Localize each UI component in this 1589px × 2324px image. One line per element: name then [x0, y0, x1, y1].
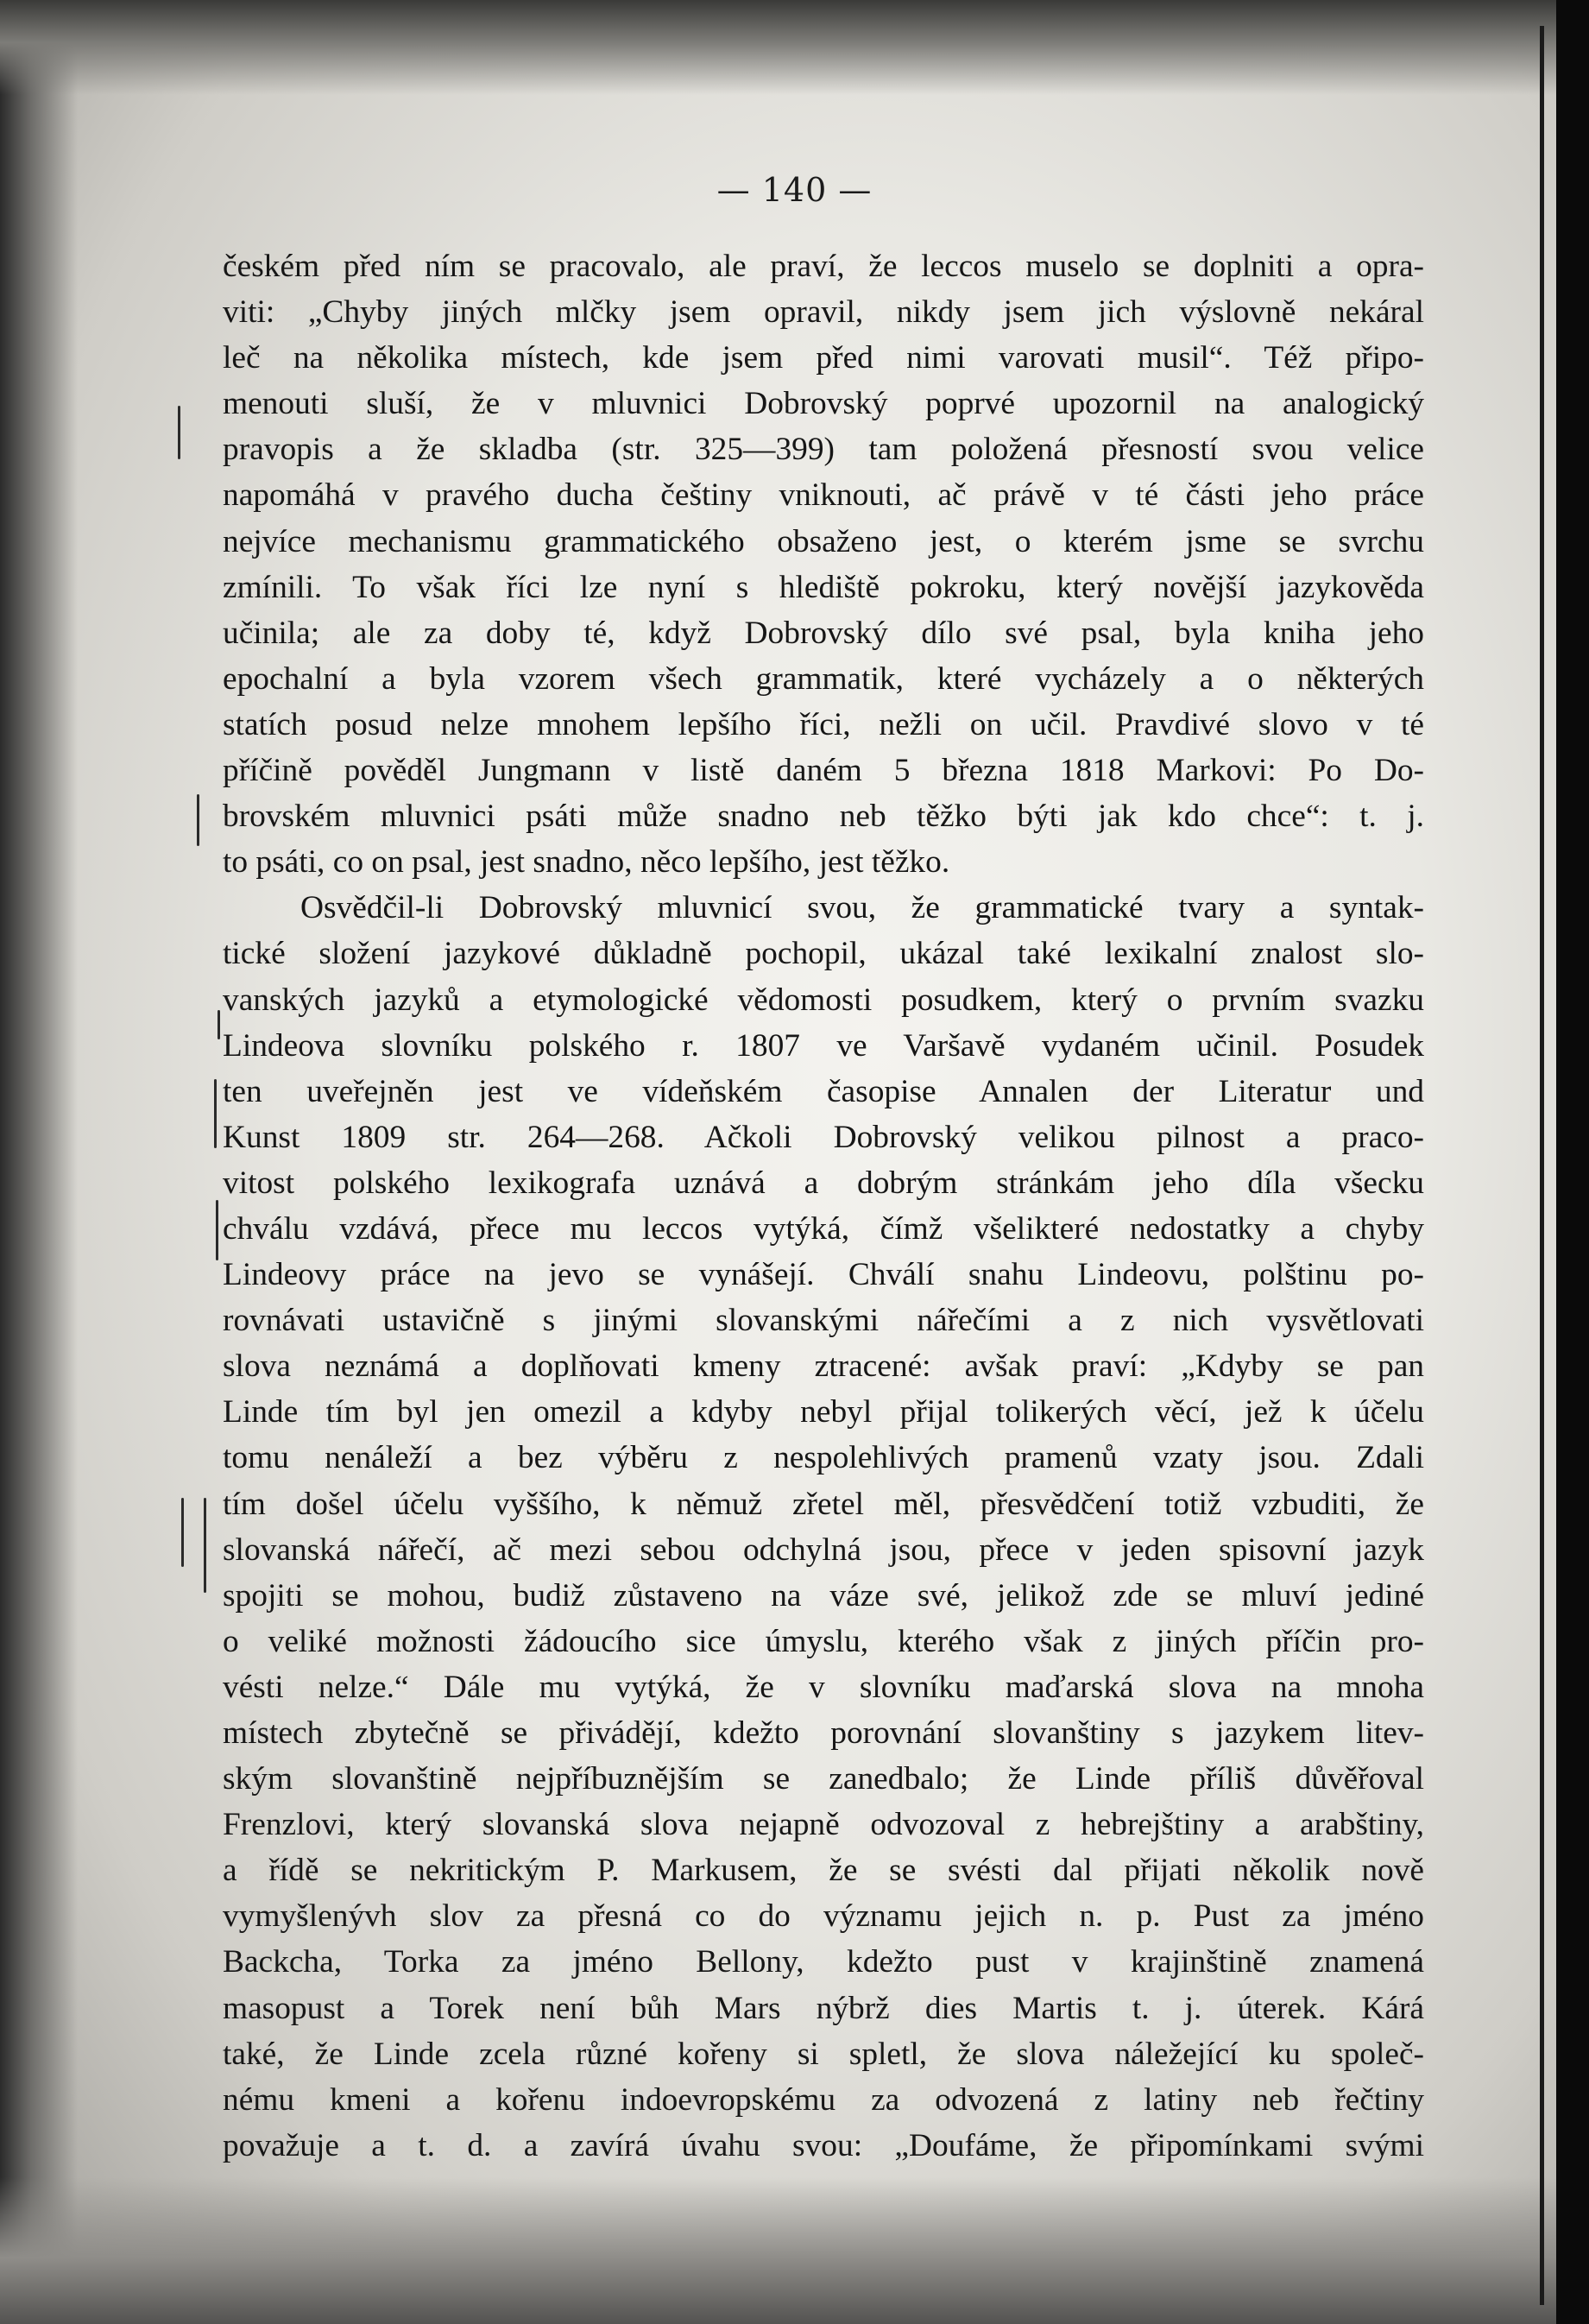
text-line: brovském mluvnici psáti může snadno neb těžko býti jak kdo chce“: t. j. — [223, 799, 1424, 835]
text-line: statích posud nelze mnohem lepšího říci, nežli on učil. Pravdivé slovo v té — [223, 706, 1424, 742]
text-line: napomáhá v pravého ducha češtiny vniknouti, ač právě v té části jeho práce — [223, 477, 1424, 514]
text-line: místech zbytečně se přivádějí, kdežto porovnání slovanštiny s jazykem litev- — [223, 1715, 1424, 1751]
scan-shadow-top — [0, 0, 1589, 95]
text-line: nému kmeni a kořenu indoevropskému za odvozená z latiny neb řečtiny — [223, 2081, 1424, 2118]
margin-pencil-mark — [214, 1079, 217, 1148]
text-line: rovnávati ustavičně s jinými slovanskými nářečími a z nich vysvětlovati — [223, 1303, 1424, 1339]
margin-pencil-mark — [218, 1010, 220, 1039]
text-line: masopust a Torek není bůh Mars nýbrž dies Martis t. j. úterek. Kárá — [223, 1990, 1424, 2026]
text-line: o veliké možnosti žádoucího sice úmyslu, kterého však z jiných příčin pro- — [223, 1623, 1424, 1659]
scan-border-right — [1556, 0, 1589, 2324]
text-line: také, že Linde zcela různé kořeny si spletl, že slova náležející ku společ- — [223, 2036, 1424, 2072]
text-line: Lindeova slovníku polského r. 1807 ve Varšavě vydaném učinil. Posudek — [223, 1027, 1424, 1064]
margin-pencil-mark — [204, 1498, 206, 1593]
text-line: považuje a t. d. a zavírá úvahu svou: „Doufáme, že připomínkami svými — [223, 2127, 1424, 2163]
text-line: viti: „Chyby jiných mlčky jsem opravil, nikdy jsem jich výslovně nekáral — [223, 294, 1424, 331]
page-edge-line — [1540, 26, 1544, 2305]
text-line: Osvědčil-li Dobrovský mluvnicí svou, že grammatické tvary a syntak- — [300, 890, 1424, 926]
text-line: menouti sluší, že v mluvnici Dobrovský poprvé upozornil na analogický — [223, 386, 1424, 422]
text-line: ten uveřejněn jest ve vídeňském časopise Annalen der Literatur und — [223, 1073, 1424, 1109]
text-line: leč na několika místech, kde jsem před nimi varovati musil“. Též připo- — [223, 340, 1424, 376]
page-number: — 140 — — [716, 171, 873, 209]
text-line: učinila; ale za doby té, když Dobrovský dílo své psal, byla kniha jeho — [223, 615, 1424, 651]
text-line: Linde tím byl jen omezil a kdyby nebyl přijal tolikerých věcí, jež k účelu — [223, 1394, 1424, 1430]
text-line: pravopis a že skladba (str. 325—399) tam položená přesností svou velice — [223, 432, 1424, 468]
text-line: tím došel účelu vyššího, k němuž zřetel měl, přesvědčení totiž vzbuditi, že — [223, 1486, 1424, 1522]
body-text — [223, 243, 1424, 2169]
text-line: epochalní a byla vzorem všech grammatik, které vycházely a o některých — [223, 660, 1424, 697]
text-line: slovanská nářečí, ač mezi sebou odchylná jsou, přece v jeden spisovní jazyk — [223, 1531, 1424, 1568]
text-line: chválu vzdává, přece mu leccos vytýká, čímž všelikteré nedostatky a chyby — [223, 1210, 1424, 1247]
text-line: Lindeovy práce na jevo se vynášejí. Chválí snahu Lindeovu, polštinu po- — [223, 1257, 1424, 1293]
text-line: nejvíce mechanismu grammatického obsaženo jest, o kterém jsme se svrchu — [223, 523, 1424, 559]
text-line: to psáti, co on psal, jest snadno, něco lepšího, jest těžko. — [223, 844, 950, 881]
text-line: vésti nelze.“ Dále mu vytýká, že v slovníku maďarská slova na mnoha — [223, 1669, 1424, 1705]
margin-pencil-mark — [178, 406, 180, 459]
text-line: českém před ním se pracovalo, ale praví, že leccos muselo se doplniti a opra- — [223, 249, 1424, 284]
margin-pencil-mark — [216, 1200, 218, 1260]
text-line: tické složení jazykové důkladně pochopil, ukázal také lexikalní znalost slo- — [223, 936, 1424, 972]
text-line: vitost polského lexikografa uznává a dobrým stránkám jeho díla všecku — [223, 1165, 1424, 1201]
text-line: Frenzlovi, který slovanská slova nejapně odvozoval z hebrejštiny a arabštiny, — [223, 1807, 1424, 1843]
text-line: Kunst 1809 str. 264—268. Ačkoli Dobrovský velikou pilnost a praco- — [223, 1119, 1424, 1155]
text-line: vanských jazyků a etymologické vědomosti posudkem, který o prvním svazku — [223, 982, 1424, 1018]
text-line: tomu nenáleží a bez výběru z nespolehlivých pramenů vzaty jsou. Zdali — [223, 1440, 1424, 1476]
text-line: Backcha, Torka za jméno Bellony, kdežto pust v krajinštině znamená — [223, 1944, 1424, 1980]
text-line: zmínili. To však říci lze nyní s hlediště pokroku, který novější jazykověda — [223, 569, 1424, 605]
text-line: ským slovanštině nejpříbuznějším se zanedbalo; že Linde příliš důvěřoval — [223, 1761, 1424, 1797]
text-line: spojiti se mohou, budiž zůstaveno na váze své, jelikož zde se mluví jediné — [223, 1577, 1424, 1614]
text-line: vymyšlenývh slov za přesná co do významu jejich n. p. Pust za jméno — [223, 1898, 1424, 1935]
text-line: a řídě se nekritickým P. Markusem, že se svésti dal přijati několik nově — [223, 1853, 1424, 1889]
text-line: příčině pověděl Jungmann v listě daném 5 března 1818 Markovi: Po Do- — [223, 753, 1424, 789]
scan-shadow-left — [0, 0, 78, 2324]
margin-pencil-mark — [197, 794, 199, 846]
text-line: slova neznámá a doplňovati kmeny ztracené: avšak praví: „Kdyby se pan — [223, 1348, 1424, 1385]
margin-pencil-mark — [181, 1498, 184, 1567]
scan-shadow-bottom — [0, 2177, 1589, 2324]
